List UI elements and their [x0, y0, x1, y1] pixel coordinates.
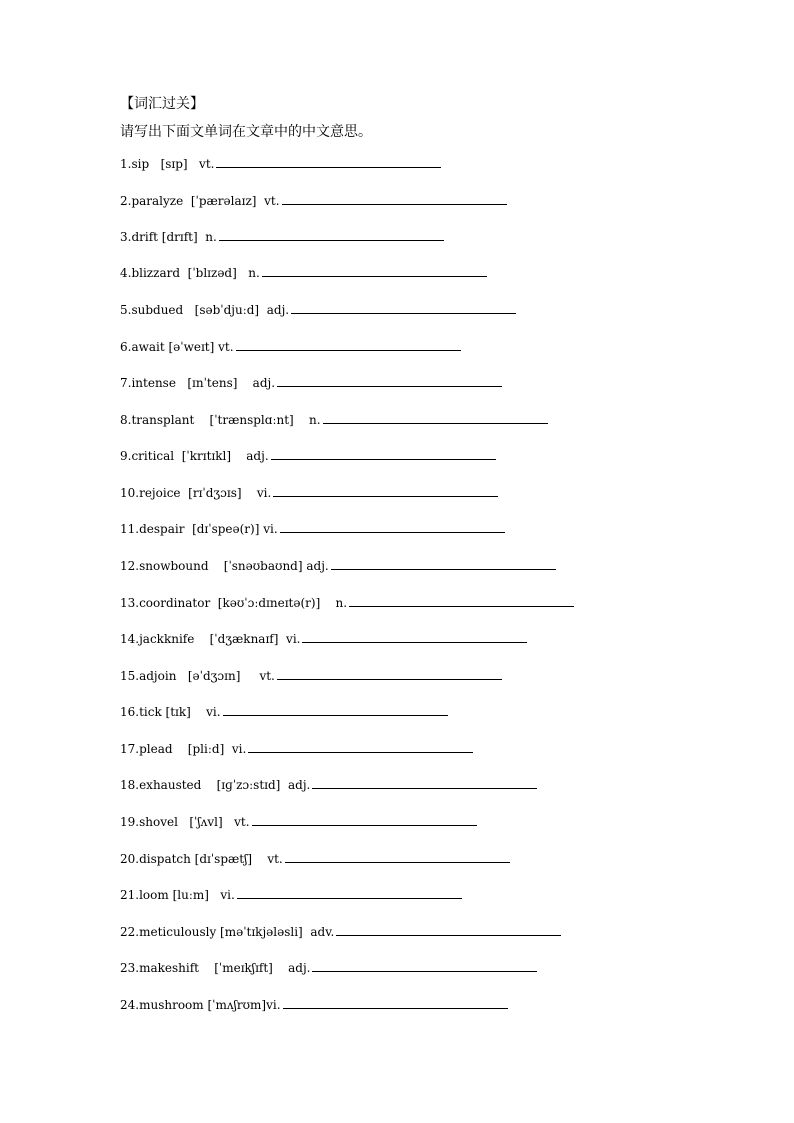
answer-blank[interactable]: [285, 850, 510, 863]
vocab-entry: [120, 155, 441, 173]
vocab-entry: [120, 996, 508, 1014]
vocab-entry: [120, 447, 496, 465]
vocab-entry-text: 6.await [əˈweɪt] vt.: [120, 340, 234, 354]
answer-blank[interactable]: [219, 228, 444, 241]
vocab-entry: [120, 192, 507, 210]
vocab-entry: [120, 776, 537, 794]
answer-blank[interactable]: [349, 594, 574, 607]
vocab-entry: [120, 667, 502, 685]
answer-blank[interactable]: [237, 886, 462, 899]
vocab-entry-text: 4.blizzard [ˈblɪzəd] n.: [120, 266, 260, 280]
answer-blank[interactable]: [336, 923, 561, 936]
instruction-text: 请写出下面文单词在文章中的中文意思。: [120, 124, 372, 140]
vocab-entry: [120, 264, 487, 282]
vocab-entry-text: 11.despair [dɪˈspeə(r)] vi.: [120, 522, 278, 536]
answer-blank[interactable]: [262, 264, 487, 277]
vocab-entry: [120, 630, 527, 648]
vocab-entry-text: 24.mushroom [ˈmʌʃrʊm]vi.: [120, 998, 281, 1012]
answer-blank[interactable]: [277, 667, 502, 680]
answer-blank[interactable]: [248, 740, 473, 753]
vocab-entry: [120, 374, 502, 392]
answer-blank[interactable]: [277, 374, 502, 387]
vocab-entry-text: 5.subdued [səbˈdjuːd] adj.: [120, 303, 290, 317]
vocab-entry-text: 21.loom [luːm] vi.: [120, 888, 235, 902]
answer-blank[interactable]: [283, 996, 508, 1009]
vocab-entry: [120, 813, 477, 831]
vocab-entry-text: 15.adjoin [əˈdʒɔɪn] vt.: [120, 669, 275, 683]
vocab-entry-text: 18.exhausted [ɪɡˈzɔːstɪd] adj.: [120, 778, 311, 792]
vocab-entry: [120, 301, 516, 319]
vocab-entry: [120, 411, 548, 429]
answer-blank[interactable]: [252, 813, 477, 826]
vocab-entry: [120, 959, 537, 977]
vocab-entry-text: 9.critical [ˈkrɪtɪkl] adj.: [120, 449, 269, 463]
vocab-entry-text: 20.dispatch [dɪˈspætʃ] vt.: [120, 852, 283, 866]
answer-blank[interactable]: [271, 447, 496, 460]
vocab-entry: [120, 850, 510, 868]
answer-blank[interactable]: [331, 557, 556, 570]
answer-blank[interactable]: [302, 630, 527, 643]
vocab-entry-text: 1.sip [sɪp] vt.: [120, 157, 215, 171]
vocab-entry-text: 22.meticulously [məˈtɪkjələsli] adv.: [120, 925, 335, 939]
vocab-entry-text: 13.coordinator [kəʊˈɔːdɪneɪtə(r)] n.: [120, 596, 348, 610]
answer-blank[interactable]: [312, 959, 537, 972]
answer-blank[interactable]: [280, 520, 505, 533]
vocab-entry: [120, 520, 505, 538]
vocab-entry: [120, 228, 444, 246]
vocab-entry: [120, 740, 473, 758]
section-title: 【词汇过关】: [120, 96, 204, 112]
vocab-entry-text: 7.intense [ɪnˈtens] adj.: [120, 376, 276, 390]
vocab-entry: [120, 886, 462, 904]
answer-blank[interactable]: [273, 484, 498, 497]
answer-blank[interactable]: [312, 776, 537, 789]
vocab-entry-text: 12.snowbound [ˈsnəʊbaʊnd] adj.: [120, 559, 329, 573]
vocab-entry-text: 14.jackknife [ˈdʒæknaɪf] vi.: [120, 632, 301, 646]
answer-blank[interactable]: [223, 703, 448, 716]
vocab-entry-text: 3.drift [drɪft] n.: [120, 230, 217, 244]
answer-blank[interactable]: [291, 301, 516, 314]
answer-blank[interactable]: [236, 338, 461, 351]
vocab-entry-text: 17.plead [pliːd] vi.: [120, 742, 247, 756]
vocab-entry-text: 10.rejoice [rɪˈdʒɔɪs] vi.: [120, 486, 272, 500]
vocab-entry: [120, 594, 574, 612]
vocab-entry-text: 8.transplant [ˈtrænsplɑːnt] n.: [120, 413, 321, 427]
vocab-entry-text: 2.paralyze [ˈpærəlaɪz] vt.: [120, 194, 280, 208]
answer-blank[interactable]: [323, 411, 548, 424]
answer-blank[interactable]: [282, 192, 507, 205]
vocab-entry: [120, 923, 561, 941]
vocab-entry-text: 16.tick [tɪk] vi.: [120, 705, 221, 719]
vocab-entry: [120, 338, 461, 356]
vocab-entry: [120, 484, 498, 502]
vocab-entry: [120, 557, 556, 575]
vocab-entry-text: 19.shovel [ˈʃʌvl] vt.: [120, 815, 250, 829]
vocab-entry: [120, 703, 448, 721]
vocab-entry-text: 23.makeshift [ˈmeɪkʃɪft] adj.: [120, 961, 311, 975]
answer-blank[interactable]: [216, 155, 441, 168]
